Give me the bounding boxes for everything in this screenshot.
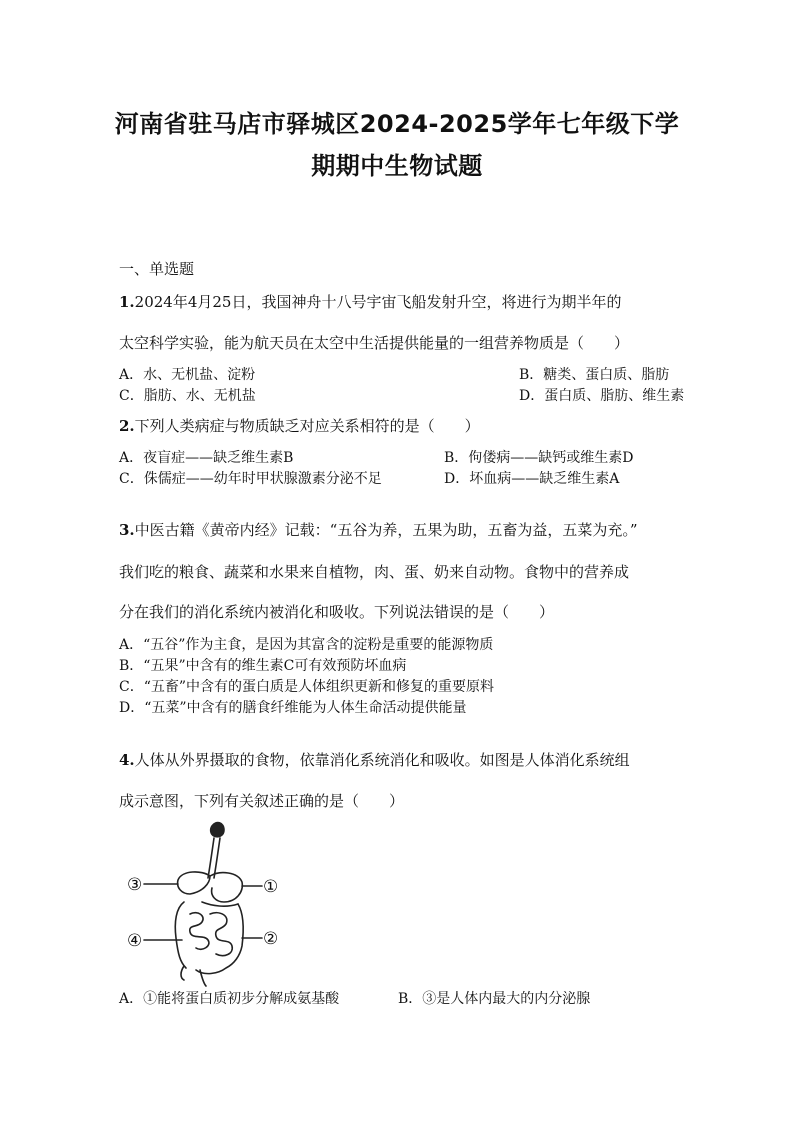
- q2-stem: 2.下列人类病症与物质缺乏对应关系相符的是（ ）: [119, 417, 480, 435]
- label-1: ①: [263, 877, 279, 897]
- pancreas-shape: [202, 902, 238, 906]
- document-title-line-1: 河南省驻马店市驿城区2024-2025学年七年级下学: [114, 110, 680, 138]
- q1-number: 1.: [119, 293, 135, 311]
- q3-option-d[interactable]: D．“五菜”中含有的膳食纤维能为人体生命活动提供能量: [119, 700, 467, 716]
- q1-option-b[interactable]: B．糖类、蛋白质、脂肪: [519, 367, 670, 383]
- q3-number: 3.: [119, 521, 135, 539]
- label-4: ④: [127, 931, 143, 951]
- label-2: ②: [263, 929, 279, 949]
- q1-stem-line-1: 1.2024年4月25日，我国神舟十八号宇宙飞船发射升空，将进行为期半年的: [119, 293, 622, 311]
- q1-option-d[interactable]: D．蛋白质、脂肪、维生素: [519, 388, 685, 404]
- q2-option-d[interactable]: D．坏血病——缺乏维生素A: [444, 471, 620, 487]
- document-title-line-2: 期期中生物试题: [311, 152, 483, 180]
- q2-number: 2.: [119, 417, 135, 435]
- q1-stem-line-2: 太空科学实验，能为航天员在太空中生活提供能量的一组营养物质是（ ）: [119, 334, 630, 352]
- large-intestine-shape: [175, 902, 243, 974]
- q2-option-c[interactable]: C．侏儒症——幼年时甲状腺激素分泌不足: [119, 471, 382, 487]
- liver-shape: [178, 872, 210, 894]
- q3-stem-line-3: 分在我们的消化系统内被消化和吸收。下列说法错误的是（ ）: [119, 603, 555, 621]
- q3-option-a[interactable]: A．“五谷”作为主食，是因为其富含的淀粉是重要的能源物质: [119, 637, 494, 653]
- q4-stem-line-1: 4.人体从外界摄取的食物，依靠消化系统消化和吸收。如图是人体消化系统组: [119, 751, 630, 769]
- q1-option-c[interactable]: C．脂肪、水、无机盐: [119, 388, 256, 404]
- section-heading: 一、单选题: [119, 260, 195, 278]
- small-intestine-shape: [190, 913, 233, 956]
- rectum-shape: [181, 966, 206, 986]
- q4-option-b[interactable]: B．③是人体内最大的内分泌腺: [398, 991, 591, 1007]
- mouth-shape: [211, 823, 224, 837]
- q4-option-a[interactable]: A．①能将蛋白质初步分解成氨基酸: [119, 991, 340, 1007]
- q3-option-b[interactable]: B．“五果”中含有的维生素C可有效预防坏血病: [119, 658, 407, 674]
- q4-stem-line-2: 成示意图，下列有关叙述正确的是（ ）: [119, 792, 405, 810]
- label-3: ③: [127, 875, 143, 895]
- q2-option-b[interactable]: B．佝偻病——缺钙或维生素D: [444, 450, 634, 466]
- q3-stem-line-1: 3.中医古籍《黄帝内经》记载：“五谷为养，五果为助，五畜为益，五菜为充。”: [119, 521, 638, 539]
- q2-option-a[interactable]: A．夜盲症——缺乏维生素B: [119, 450, 294, 466]
- q3-stem-line-2: 我们吃的粮食、蔬菜和水果来自植物，肉、蛋、奶来自动物。食物中的营养成: [119, 563, 630, 581]
- q3-option-c[interactable]: C．“五畜”中含有的蛋白质是人体组织更新和修复的重要原料: [119, 679, 495, 695]
- digestive-system-diagram: [126, 818, 286, 988]
- esophagus-shape: [208, 838, 220, 878]
- q4-number: 4.: [119, 751, 135, 769]
- q1-option-a[interactable]: A．水、无机盐、淀粉: [119, 367, 256, 383]
